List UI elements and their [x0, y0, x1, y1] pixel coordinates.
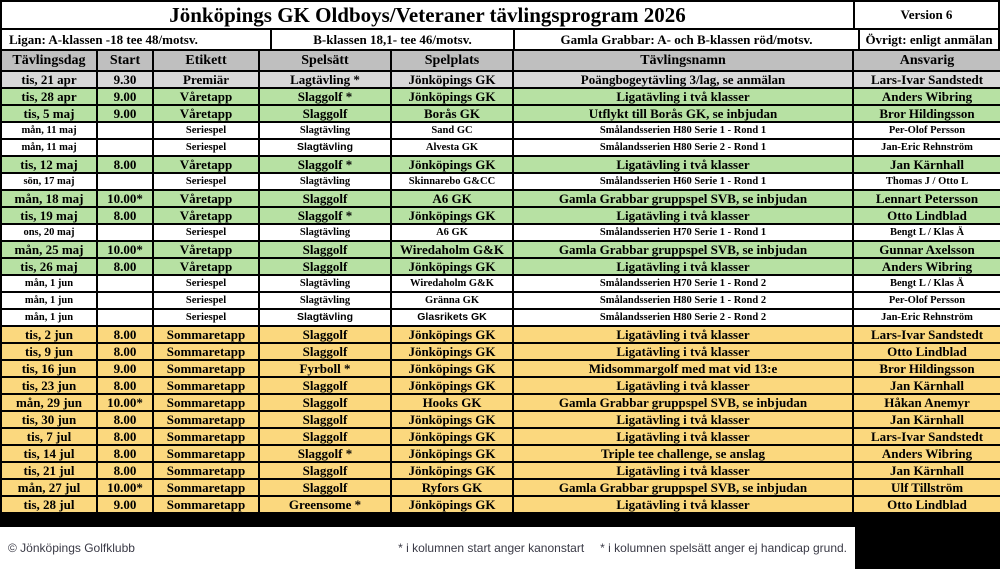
cell-tavlingsdag: tis, 26 maj [1, 258, 97, 275]
cell-spelplats: A6 GK [391, 224, 513, 241]
cell-spelplats: Jönköpings GK [391, 88, 513, 105]
cell-ansvarig: Anders Wibring [853, 258, 1000, 275]
column-header-etikett: Etikett [153, 50, 259, 71]
cell-ansvarig: Otto Lindblad [853, 496, 1000, 513]
cell-spelsatt: Slaggolf [259, 428, 391, 445]
cell-tavlingsdag: mån, 18 maj [1, 190, 97, 207]
cell-start: 10.00* [97, 479, 153, 496]
cell-tavlingsnamn: Ligatävling i två klasser [513, 496, 853, 513]
cell-spelplats: Hooks GK [391, 394, 513, 411]
cell-etikett: Premiär [153, 71, 259, 88]
cell-spelsatt: Slagtävling [259, 292, 391, 309]
column-header-tavlingsdag: Tävlingsdag [1, 50, 97, 71]
cell-etikett: Våretapp [153, 190, 259, 207]
cell-start: 8.00 [97, 258, 153, 275]
cell-etikett: Sommaretapp [153, 479, 259, 496]
cell-etikett: Våretapp [153, 156, 259, 173]
cell-spelplats: Sand GC [391, 122, 513, 139]
table-row [1, 445, 1000, 462]
table-row [1, 105, 1000, 122]
cell-spelsatt: Slaggolf [259, 258, 391, 275]
cell-ansvarig: Bengt L / Klas Ä [853, 275, 1000, 292]
cell-etikett: Seriespel [153, 292, 259, 309]
footer-notes [398, 541, 847, 555]
cell-tavlingsdag: mån, 27 jul [1, 479, 97, 496]
cell-start: 9.00 [97, 360, 153, 377]
cell-spelplats: Borås GK [391, 105, 513, 122]
cell-tavlingsdag: mån, 1 jun [1, 275, 97, 292]
cell-spelsatt: Slaggolf * [259, 445, 391, 462]
cell-spelplats: Jönköpings GK [391, 326, 513, 343]
cell-tavlingsdag: tis, 5 maj [1, 105, 97, 122]
cell-tavlingsnamn: Ligatävling i två klasser [513, 156, 853, 173]
cell-start [97, 224, 153, 241]
table-row [1, 428, 1000, 445]
program-table [0, 49, 1000, 514]
cell-tavlingsnamn: Ligatävling i två klasser [513, 428, 853, 445]
table-row [1, 258, 1000, 275]
cell-tavlingsdag: tis, 28 apr [1, 88, 97, 105]
cell-etikett: Våretapp [153, 241, 259, 258]
cell-spelplats: Jönköpings GK [391, 411, 513, 428]
cell-etikett: Sommaretapp [153, 496, 259, 513]
cell-ansvarig: Jan Kärnhall [853, 462, 1000, 479]
cell-etikett: Sommaretapp [153, 326, 259, 343]
cell-spelsatt: Slagtävling [259, 122, 391, 139]
cell-tavlingsdag: tis, 7 jul [1, 428, 97, 445]
cell-etikett: Sommaretapp [153, 394, 259, 411]
cell-etikett: Seriespel [153, 224, 259, 241]
cell-spelplats: Jönköpings GK [391, 462, 513, 479]
cell-etikett: Sommaretapp [153, 360, 259, 377]
cell-tavlingsdag: tis, 21 jul [1, 462, 97, 479]
cell-spelsatt: Fyrboll * [259, 360, 391, 377]
cell-tavlingsdag: tis, 9 jun [1, 343, 97, 360]
cell-tavlingsnamn: Smålandsserien H80 Serie 1 - Rond 1 [513, 122, 853, 139]
cell-tavlingsnamn: Gamla Grabbar gruppspel SVB, se inbjudan [513, 394, 853, 411]
cell-etikett: Seriespel [153, 139, 259, 156]
cell-spelplats: Glasrikets GK [391, 309, 513, 326]
cell-tavlingsdag: tis, 14 jul [1, 445, 97, 462]
cell-spelsatt: Slaggolf * [259, 156, 391, 173]
cell-start [97, 122, 153, 139]
cell-ansvarig: Lennart Petersson [853, 190, 1000, 207]
table-row [1, 275, 1000, 292]
cell-etikett: Seriespel [153, 309, 259, 326]
cell-start: 8.00 [97, 207, 153, 224]
cell-spelsatt: Slagtävling [259, 309, 391, 326]
cell-tavlingsnamn: Gamla Grabbar gruppspel SVB, se inbjudan [513, 479, 853, 496]
cell-etikett: Sommaretapp [153, 445, 259, 462]
cell-spelsatt: Slagtävling [259, 224, 391, 241]
legend-b-klassen: B-klassen 18,1- tee 46/motsv. [272, 30, 515, 49]
cell-tavlingsnamn: Ligatävling i två klasser [513, 377, 853, 394]
cell-tavlingsdag: mån, 1 jun [1, 309, 97, 326]
cell-tavlingsdag: tis, 23 jun [1, 377, 97, 394]
column-header-row [1, 50, 1000, 71]
legend-ovrigt: Övrigt: enligt anmälan [865, 31, 993, 47]
cell-tavlingsnamn: Smålandsserien H80 Serie 2 - Rond 2 [513, 309, 853, 326]
cell-tavlingsnamn: Ligatävling i två klasser [513, 88, 853, 105]
cell-tavlingsnamn: Ligatävling i två klasser [513, 343, 853, 360]
cell-spelplats: Jönköpings GK [391, 496, 513, 513]
table-row [1, 122, 1000, 139]
cell-start [97, 173, 153, 190]
cell-spelplats: Gränna GK [391, 292, 513, 309]
cell-etikett: Våretapp [153, 105, 259, 122]
cell-tavlingsnamn: Utflykt till Borås GK, se inbjudan [513, 105, 853, 122]
cell-start [97, 139, 153, 156]
cell-tavlingsdag: tis, 30 jun [1, 411, 97, 428]
cell-tavlingsdag: sön, 17 maj [1, 173, 97, 190]
column-header-start: Start [97, 50, 153, 71]
title-band [0, 0, 1000, 30]
cell-ansvarig: Bror Hildingsson [853, 105, 1000, 122]
cell-spelsatt: Slaggolf [259, 462, 391, 479]
cell-spelplats: Skinnarebo G&CC [391, 173, 513, 190]
cell-spelplats: Jönköpings GK [391, 360, 513, 377]
cell-etikett: Våretapp [153, 207, 259, 224]
cell-ansvarig: Gunnar Axelsson [853, 241, 1000, 258]
cell-spelplats: Jönköpings GK [391, 428, 513, 445]
cell-start: 8.00 [97, 343, 153, 360]
table-row [1, 309, 1000, 326]
cell-start: 8.00 [97, 462, 153, 479]
version-label: Version 6 [900, 7, 953, 22]
table-row [1, 224, 1000, 241]
table-row [1, 326, 1000, 343]
cell-tavlingsnamn: Ligatävling i två klasser [513, 207, 853, 224]
cell-tavlingsdag: tis, 2 jun [1, 326, 97, 343]
cell-start: 10.00* [97, 241, 153, 258]
cell-tavlingsdag: mån, 29 jun [1, 394, 97, 411]
cell-spelsatt: Slaggolf [259, 190, 391, 207]
cell-spelsatt: Lagtävling * [259, 71, 391, 88]
cell-ansvarig: Bror Hildingsson [853, 360, 1000, 377]
cell-spelsatt: Slagtävling [259, 139, 391, 156]
cell-tavlingsdag: mån, 25 maj [1, 241, 97, 258]
cell-start: 8.00 [97, 326, 153, 343]
table-row [1, 496, 1000, 513]
cell-tavlingsnamn: Smålandsserien H60 Serie 1 - Rond 1 [513, 173, 853, 190]
cell-tavlingsnamn: Midsommargolf med mat vid 13:e [513, 360, 853, 377]
column-header-tavlingsnamn: Tävlingsnamn [513, 50, 853, 71]
cell-spelsatt: Slaggolf [259, 411, 391, 428]
cell-tavlingsnamn: Gamla Grabbar gruppspel SVB, se inbjudan [513, 190, 853, 207]
table-row [1, 411, 1000, 428]
cell-spelplats: Wiredaholm G&K [391, 275, 513, 292]
table-row [1, 88, 1000, 105]
table-row [1, 207, 1000, 224]
cell-tavlingsdag: tis, 28 jul [1, 496, 97, 513]
cell-tavlingsdag: tis, 21 apr [1, 71, 97, 88]
cell-ansvarig: Jan Kärnhall [853, 156, 1000, 173]
legend-ligan: Ligan: A-klassen -18 tee 48/motsv. [2, 30, 272, 49]
table-row [1, 156, 1000, 173]
cell-ansvarig: Lars-Ivar Sandstedt [853, 71, 1000, 88]
cell-tavlingsnamn: Smålandsserien H80 Serie 2 - Rond 1 [513, 139, 853, 156]
cell-etikett: Sommaretapp [153, 462, 259, 479]
cell-tavlingsdag: mån, 1 jun [1, 292, 97, 309]
cell-ansvarig: Bengt L / Klas Ä [853, 224, 1000, 241]
cell-start: 10.00* [97, 190, 153, 207]
table-row [1, 71, 1000, 88]
cell-ansvarig: Anders Wibring [853, 445, 1000, 462]
cell-spelplats: Jönköpings GK [391, 445, 513, 462]
cell-spelplats: Jönköpings GK [391, 207, 513, 224]
cell-spelplats: Alvesta GK [391, 139, 513, 156]
table-row [1, 139, 1000, 156]
cell-ansvarig: Thomas J / Otto L [853, 173, 1000, 190]
cell-tavlingsnamn: Triple tee challenge, se anslag [513, 445, 853, 462]
page-title: Jönköpings GK Oldboys/Veteraner tävlingsprogram 2026 [2, 2, 855, 28]
table-row [1, 360, 1000, 377]
table-row [1, 479, 1000, 496]
column-header-spelsatt: Spelsätt [259, 50, 391, 71]
cell-start: 8.00 [97, 377, 153, 394]
table-row [1, 190, 1000, 207]
cell-tavlingsnamn: Gamla Grabbar gruppspel SVB, se inbjudan [513, 241, 853, 258]
cell-etikett: Seriespel [153, 173, 259, 190]
cell-spelplats: Jönköpings GK [391, 156, 513, 173]
cell-start: 9.00 [97, 105, 153, 122]
cell-tavlingsnamn: Smålandsserien H70 Serie 1 - Rond 2 [513, 275, 853, 292]
cell-tavlingsdag: ons, 20 maj [1, 224, 97, 241]
cell-ansvarig: Otto Lindblad [853, 343, 1000, 360]
cell-ansvarig: Anders Wibring [853, 88, 1000, 105]
cell-spelplats: Ryfors GK [391, 479, 513, 496]
cell-start: 8.00 [97, 156, 153, 173]
cell-ansvarig: Per-Olof Persson [853, 122, 1000, 139]
cell-ansvarig: Jan Kärnhall [853, 377, 1000, 394]
cell-spelplats: A6 GK [391, 190, 513, 207]
cell-spelsatt: Slaggolf [259, 343, 391, 360]
cell-spelplats: Wiredaholm G&K [391, 241, 513, 258]
cell-etikett: Sommaretapp [153, 411, 259, 428]
cell-ansvarig: Jan Kärnhall [853, 411, 1000, 428]
cell-spelsatt: Slaggolf [259, 377, 391, 394]
cell-ansvarig: Jan-Eric Rehnström [853, 309, 1000, 326]
cell-start [97, 275, 153, 292]
cell-spelsatt: Slagtävling [259, 275, 391, 292]
table-row [1, 292, 1000, 309]
cell-etikett: Våretapp [153, 88, 259, 105]
column-header-ansvarig: Ansvarig [853, 50, 1000, 71]
cell-spelplats: Jönköpings GK [391, 258, 513, 275]
cell-ansvarig: Jan-Eric Rehnström [853, 139, 1000, 156]
legend-band [0, 28, 1000, 51]
cell-start [97, 309, 153, 326]
cell-start: 9.30 [97, 71, 153, 88]
cell-start: 10.00* [97, 394, 153, 411]
cell-etikett: Seriespel [153, 122, 259, 139]
cell-ansvarig: Per-Olof Persson [853, 292, 1000, 309]
table-row [1, 343, 1000, 360]
legend-gamla-grabbar: Gamla Grabbar: A- och B-klassen röd/motsv. [515, 30, 860, 49]
cell-start: 9.00 [97, 88, 153, 105]
cell-etikett: Sommaretapp [153, 428, 259, 445]
cell-start: 9.00 [97, 496, 153, 513]
cell-start: 8.00 [97, 411, 153, 428]
cell-etikett: Våretapp [153, 258, 259, 275]
footer [0, 527, 855, 569]
cell-tavlingsdag: tis, 12 maj [1, 156, 97, 173]
cell-ansvarig: Lars-Ivar Sandstedt [853, 428, 1000, 445]
cell-spelplats: Jönköpings GK [391, 377, 513, 394]
cell-spelsatt: Slaggolf [259, 479, 391, 496]
cell-ansvarig: Håkan Anemyr [853, 394, 1000, 411]
cell-tavlingsdag: mån, 11 maj [1, 122, 97, 139]
table-row [1, 173, 1000, 190]
cell-etikett: Sommaretapp [153, 377, 259, 394]
cell-etikett: Seriespel [153, 275, 259, 292]
cell-tavlingsnamn: Ligatävling i två klasser [513, 258, 853, 275]
cell-ansvarig: Lars-Ivar Sandstedt [853, 326, 1000, 343]
cell-ansvarig: Ulf Tillström [853, 479, 1000, 496]
note-kanonstart: * i kolumnen start anger kanonstart [398, 541, 585, 555]
cell-tavlingsnamn: Poängbogeytävling 3/lag, se anmälan [513, 71, 853, 88]
table-row [1, 377, 1000, 394]
cell-tavlingsdag: mån, 11 maj [1, 139, 97, 156]
table-row [1, 241, 1000, 258]
cell-ansvarig: Otto Lindblad [853, 207, 1000, 224]
table-row [1, 394, 1000, 411]
cell-spelsatt: Slaggolf [259, 105, 391, 122]
cell-spelsatt: Slaggolf [259, 326, 391, 343]
cell-tavlingsnamn: Ligatävling i två klasser [513, 411, 853, 428]
note-handicap: * i kolumnen spelsätt anger ej handicap grund. [600, 541, 847, 555]
cell-start: 8.00 [97, 428, 153, 445]
cell-start [97, 292, 153, 309]
cell-spelsatt: Slaggolf * [259, 207, 391, 224]
cell-etikett: Sommaretapp [153, 343, 259, 360]
table-row [1, 462, 1000, 479]
cell-spelplats: Jönköpings GK [391, 343, 513, 360]
column-header-spelplats: Spelplats [391, 50, 513, 71]
cell-tavlingsdag: tis, 19 maj [1, 207, 97, 224]
cell-tavlingsnamn: Ligatävling i två klasser [513, 462, 853, 479]
cell-spelsatt: Slaggolf [259, 394, 391, 411]
cell-start: 8.00 [97, 445, 153, 462]
cell-tavlingsdag: tis, 16 jun [1, 360, 97, 377]
cell-spelsatt: Slaggolf * [259, 88, 391, 105]
cell-tavlingsnamn: Smålandsserien H70 Serie 1 - Rond 1 [513, 224, 853, 241]
cell-tavlingsnamn: Smålandsserien H80 Serie 1 - Rond 2 [513, 292, 853, 309]
cell-spelplats: Jönköpings GK [391, 71, 513, 88]
cell-spelsatt: Greensome * [259, 496, 391, 513]
copyright-label: © Jönköpings Golfklubb [8, 541, 135, 555]
cell-tavlingsnamn: Ligatävling i två klasser [513, 326, 853, 343]
cell-spelsatt: Slaggolf [259, 241, 391, 258]
cell-spelsatt: Slagtävling [259, 173, 391, 190]
